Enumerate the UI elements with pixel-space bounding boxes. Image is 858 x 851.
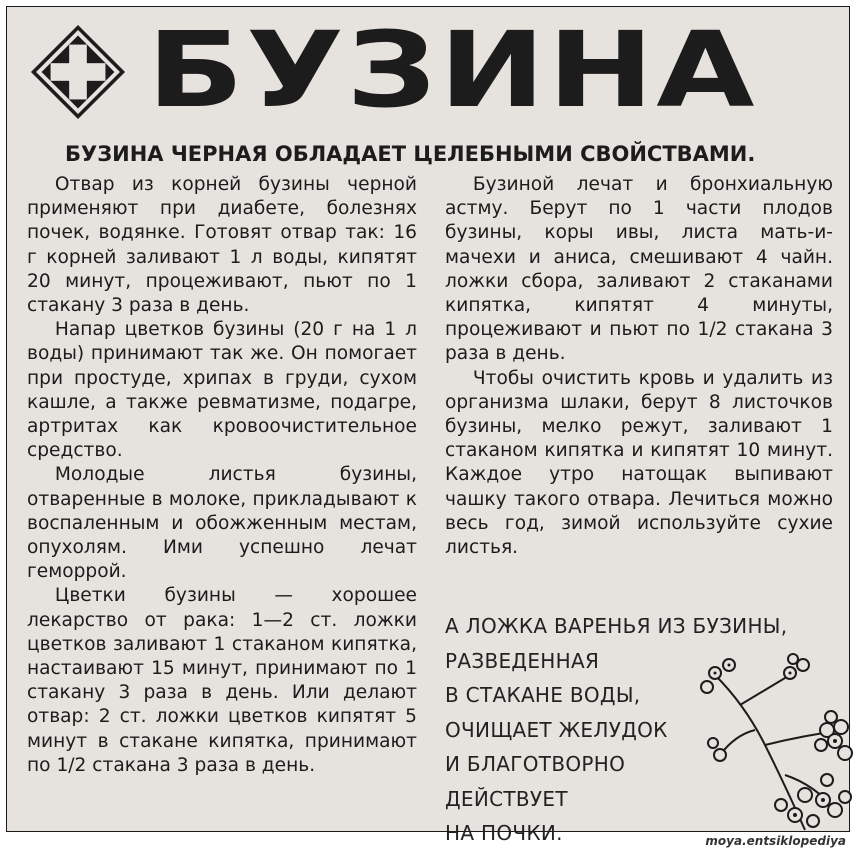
article-subtitle: БУЗИНА ЧЕРНАЯ ОБЛАДАЕТ ЦЕЛЕБНЫМИ СВОЙСТВАМИ. bbox=[65, 142, 756, 166]
quote-line: А ЛОЖКА ВАРЕНЬЯ ИЗ БУЗИНЫ, bbox=[445, 614, 788, 638]
paragraph: Отвар из корней бузины черной применяют при диабете, болезнях почек, водянке. Готовят отвар так: 16 г корней заливают 1 л воды, кипятят 20 минут, процеживают, пьют по 1 стакану 3 раза в день. bbox=[27, 174, 417, 317]
quote-line: НА ПОЧКИ. bbox=[445, 821, 563, 845]
quote-line: ДЕЙСТВУЕТ bbox=[445, 786, 568, 811]
paragraph: Чтобы очистить кровь и удалить из организма шлаки, берут 8 листочков бузины, мелко режут, заливают 1 стаканом кипятка и кипятят 10 минут. Каждое утро натощак выпивают чашку такого отвара. Лечиться можно весь год, зимой используйте сухие листья. bbox=[445, 367, 833, 559]
cross-diamond-icon bbox=[29, 23, 127, 121]
quote-line: ОЧИЩАЕТ ЖЕЛУДОК bbox=[445, 717, 668, 742]
right-column bbox=[445, 173, 833, 560]
paragraph: Бузиной лечат и бронхиальную астму. Берут по 1 части плодов бузины, коры ивы, листа мать-и-мачехи и аниса, смешивают 4 чайн. ложки сбора, заливают 2 стаканами кипятка, кипятят 4 минуты, процеживают и пьют по 1/2 стакана 3 раза в день. bbox=[445, 174, 833, 365]
left-column bbox=[27, 173, 417, 778]
article-title: БУЗИНА bbox=[147, 9, 757, 131]
watermark: moya.entsiklopediya bbox=[705, 834, 846, 848]
quote-line: И БЛАГОТВОРНО bbox=[445, 752, 626, 776]
elderberry-branch-icon bbox=[695, 635, 855, 835]
quote-line: В СТАКАНЕ ВОДЫ, bbox=[445, 683, 641, 707]
paragraph: Цветки бузины — хорошее лекарство от рака: 1—2 ст. ложки цветков заливают 1 стаканом кипятка, настаивают 15 минут, принимают по 1 стакану 3 раза в день. Или делают отвар: 2 ст. ложки цветков кипятят 5 минут в стакане кипятка, принимают по 1/2 стакана 3 раза в день. bbox=[27, 585, 417, 776]
paragraph: Напар цветков бузины (20 г на 1 л воды) принимают так же. Он помогает при простуде, хрипах в груди, сухом кашле, а также ревматизме, подагре, артритах как кровоочистительное средство. bbox=[27, 319, 417, 462]
paragraph: Молодые листья бузины, отваренные в молоке, прикладывают к воспаленным и обожженным местам, опухолям. Ими успешно лечат геморрой. bbox=[27, 464, 417, 583]
quote-line: РАЗВЕДЕННАЯ bbox=[445, 648, 600, 673]
